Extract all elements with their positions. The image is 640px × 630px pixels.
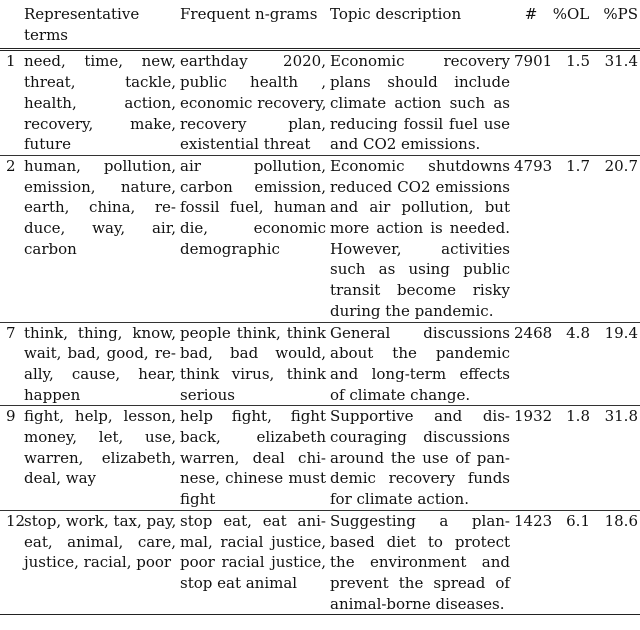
cell-line: economic recovery, [180, 93, 327, 112]
cell-line: about the pandemic [330, 344, 510, 363]
cell-line: human, pollution, [24, 156, 176, 175]
tweet-count: 2468 [514, 323, 553, 342]
cell-line: the environment and [330, 553, 510, 572]
cell-line: mal, racial justice, [180, 532, 326, 551]
topic-description-cell [328, 322, 512, 406]
cell-line: reduced CO2 emissions [330, 177, 510, 196]
cell-line: fight [180, 490, 216, 509]
cell-line: carbon [24, 239, 77, 258]
cell-line: back, elizabeth [180, 428, 326, 447]
table-header-row [0, 0, 640, 50]
table-row [0, 322, 640, 406]
cell-line: carbon emission, [180, 177, 326, 196]
header-description: Topic description [330, 5, 462, 23]
topic-id: 2 [6, 156, 16, 175]
cell-line: stop eat, eat ani- [180, 511, 326, 530]
cell-line: for climate action. [330, 490, 469, 509]
frequent-ngrams-cell [178, 510, 328, 615]
cell-line: prevent the spread of [330, 573, 510, 592]
frequent-ngrams-cell [178, 322, 328, 406]
cell-line: future [24, 135, 71, 154]
cell-line: General discussions [330, 323, 510, 342]
representative-terms-cell [22, 322, 178, 406]
topic-description-cell [328, 510, 512, 615]
cell-line: and long-term effects [330, 364, 510, 383]
percent-ps: 19.4 [604, 323, 638, 342]
cell-line: need, time, new, [24, 52, 176, 71]
cell-line: climate action such as [330, 93, 510, 112]
cell-line: warren, elizabeth, [24, 448, 176, 467]
representative-terms-cell [22, 510, 178, 615]
percent-ol: 6.1 [566, 511, 590, 530]
cell-line: and air pollution, but [330, 198, 510, 217]
cell-line: people think, think [180, 323, 326, 342]
frequent-ngrams-cell [178, 155, 328, 322]
tweet-count: 1423 [514, 511, 553, 530]
tweet-count: 4793 [514, 156, 553, 175]
cell-line: deal, way [24, 469, 97, 488]
topic-description-cell [328, 406, 512, 511]
cell-line: animal-borne diseases. [330, 594, 505, 613]
cell-line: fight, help, lesson, [24, 407, 176, 426]
table-row [0, 406, 640, 511]
cell-line: money, let, use, [24, 428, 176, 447]
cell-line: stop, work, tax, pay, [24, 511, 177, 530]
frequent-ngrams-cell [178, 50, 328, 156]
cell-line: such as using public [330, 260, 510, 279]
cell-line: think, thing, know, [24, 323, 176, 342]
cell-line: recovery plan, [180, 114, 326, 133]
topic-id: 12 [6, 511, 26, 530]
tweet-count: 1932 [514, 407, 553, 426]
cell-line: duce, way, air, [24, 219, 176, 238]
percent-ps: 31.4 [604, 52, 638, 71]
percent-ol: 4.8 [566, 323, 590, 342]
percent-ps: 31.8 [604, 407, 638, 426]
cell-line: earthday 2020, [180, 52, 326, 71]
cell-line: fossil fuel, human [180, 198, 326, 217]
topic-description-cell [328, 155, 512, 322]
representative-terms-cell [22, 50, 178, 156]
table-row [0, 50, 640, 156]
cell-line: warren, deal chi- [180, 448, 326, 467]
header-ngrams: Frequent n-grams [180, 5, 318, 23]
topic-id: 7 [6, 323, 16, 342]
cell-line: more action is needed. [330, 219, 510, 238]
cell-line: demographic [180, 239, 280, 258]
percent-ps: 18.6 [604, 511, 638, 530]
cell-line: plans should include [330, 73, 510, 92]
cell-line: of climate change. [330, 385, 471, 404]
cell-line: air pollution, [180, 156, 326, 175]
percent-ol: 1.5 [566, 52, 590, 71]
cell-line: transit become risky [330, 281, 510, 300]
cell-line: around the use of pan- [330, 448, 510, 467]
cell-line: and CO2 emissions. [330, 135, 481, 154]
topic-id: 9 [6, 407, 16, 426]
cell-line: Suggesting a plan- [330, 511, 510, 530]
cell-line: based diet to protect [330, 532, 510, 551]
cell-line: health, action, [24, 93, 176, 112]
representative-terms-cell [22, 155, 178, 322]
cell-line: Economic recovery [330, 52, 510, 71]
table-row [0, 155, 640, 322]
cell-line: public health , [180, 73, 326, 92]
tweet-count: 7901 [514, 52, 553, 71]
header-terms: Representative terms [24, 5, 140, 44]
cell-line: couraging discussions [330, 428, 510, 447]
cell-line: However, activities [330, 239, 510, 258]
cell-line: poor racial justice, [180, 553, 326, 572]
cell-line: during the pandemic. [330, 301, 494, 320]
header-ol: %OL [552, 5, 590, 23]
topic-id: 1 [6, 52, 16, 71]
cell-line: bad, bad would, [180, 344, 326, 363]
cell-line: help fight, fight [180, 407, 326, 426]
cell-line: reducing fossil fuel use [330, 114, 510, 133]
cell-line: happen [24, 385, 81, 404]
cell-line: justice, racial, poor [24, 553, 172, 572]
header-ps: %PS [603, 5, 638, 23]
frequent-ngrams-cell [178, 406, 328, 511]
percent-ol: 1.7 [566, 156, 590, 175]
cell-line: demic recovery funds [330, 469, 510, 488]
header-count: # [524, 5, 538, 23]
cell-line: emission, nature, [24, 177, 176, 196]
cell-line: existential threat [180, 135, 311, 154]
cell-line: eat, animal, care, [24, 532, 176, 551]
header-id [0, 0, 22, 50]
cell-line: think virus, think [180, 364, 326, 383]
cell-line: recovery, make, [24, 114, 176, 133]
percent-ol: 1.8 [566, 407, 590, 426]
cell-line: die, economic [180, 219, 326, 238]
cell-line: serious [180, 385, 235, 404]
cell-line: Supportive and dis- [330, 407, 510, 426]
topic-description-cell [328, 50, 512, 156]
representative-terms-cell [22, 406, 178, 511]
percent-ps: 20.7 [604, 156, 638, 175]
cell-line: earth, china, re- [24, 198, 176, 217]
cell-line: wait, bad, good, re- [24, 344, 176, 363]
table-row [0, 510, 640, 615]
cell-line: ally, cause, hear, [24, 364, 176, 383]
cell-line: nese, chinese must [180, 469, 326, 488]
cell-line: threat, tackle, [24, 73, 176, 92]
cell-line: Economic shutdowns [330, 156, 510, 175]
cell-line: stop eat animal [180, 573, 298, 592]
